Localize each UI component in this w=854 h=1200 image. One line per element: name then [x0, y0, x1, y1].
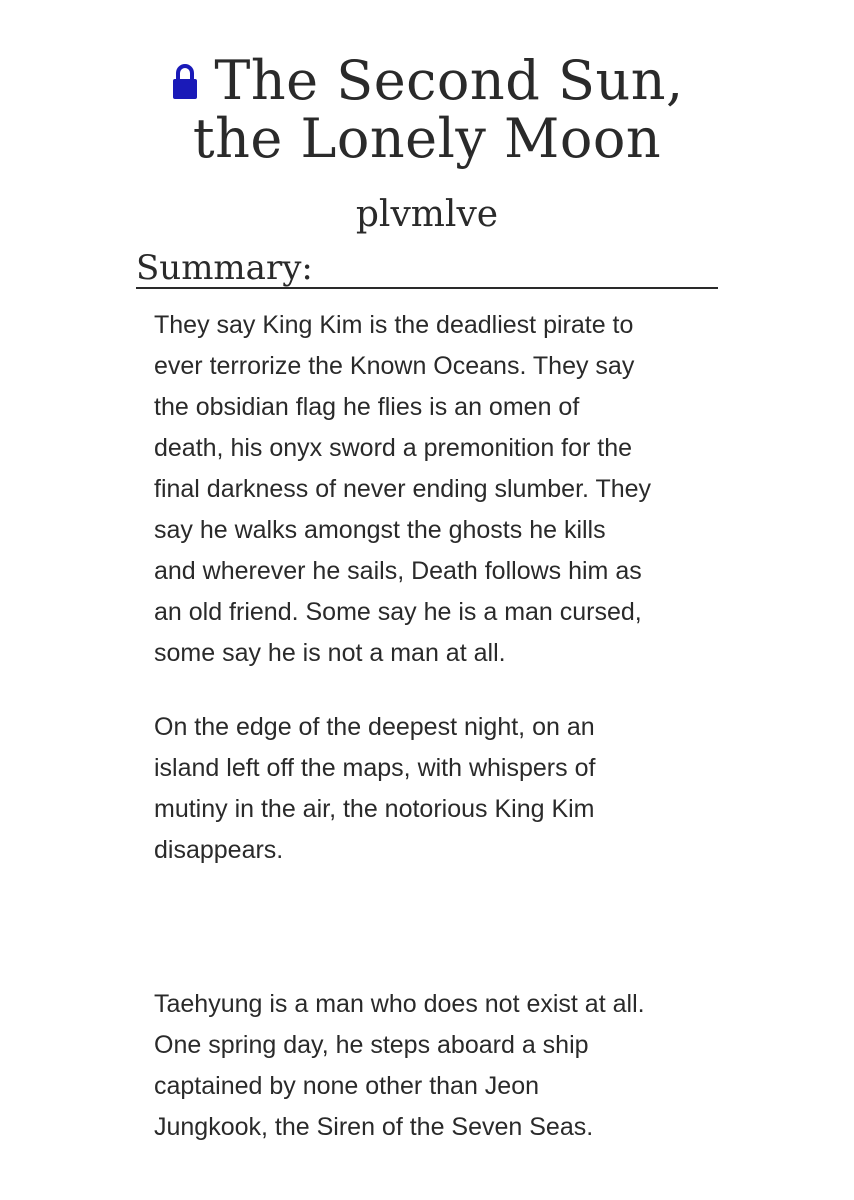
- work-title: [0, 49, 854, 170]
- summary-heading: Summary:: [136, 248, 718, 289]
- summary-paragraph-2: On the edge of the deepest night, on an island left off the maps, with whispers of mutiny in the air, the notorious King Kim disappears.: [154, 713, 596, 864]
- summary-paragraph-1: They say King Kim is the deadliest pirate to ever terrorize the Known Oceans. They say the obsidian flag he flies is an omen of death, his onyx sword a premonition for the final darkness of never ending slumber. They say he walks amongst the ghosts he kills and wherever he sails, Death follows him as an old friend. Some say he is a man cursed, some say he is not a man at all.: [154, 311, 652, 667]
- work-title-line-2: the Lonely Moon: [192, 107, 662, 170]
- work-title-line-1: The Second Sun,: [214, 49, 684, 112]
- lock-icon: [170, 54, 200, 94]
- author-name[interactable]: plvmlve: [355, 194, 499, 235]
- summary-paragraph-3: Taehyung is a man who does not exist at all. One spring day, he steps aboard a ship captained by none other than Jeon Jungkook, the Siren of the Seven Seas.: [154, 990, 645, 1141]
- summary-body: [154, 305, 714, 1148]
